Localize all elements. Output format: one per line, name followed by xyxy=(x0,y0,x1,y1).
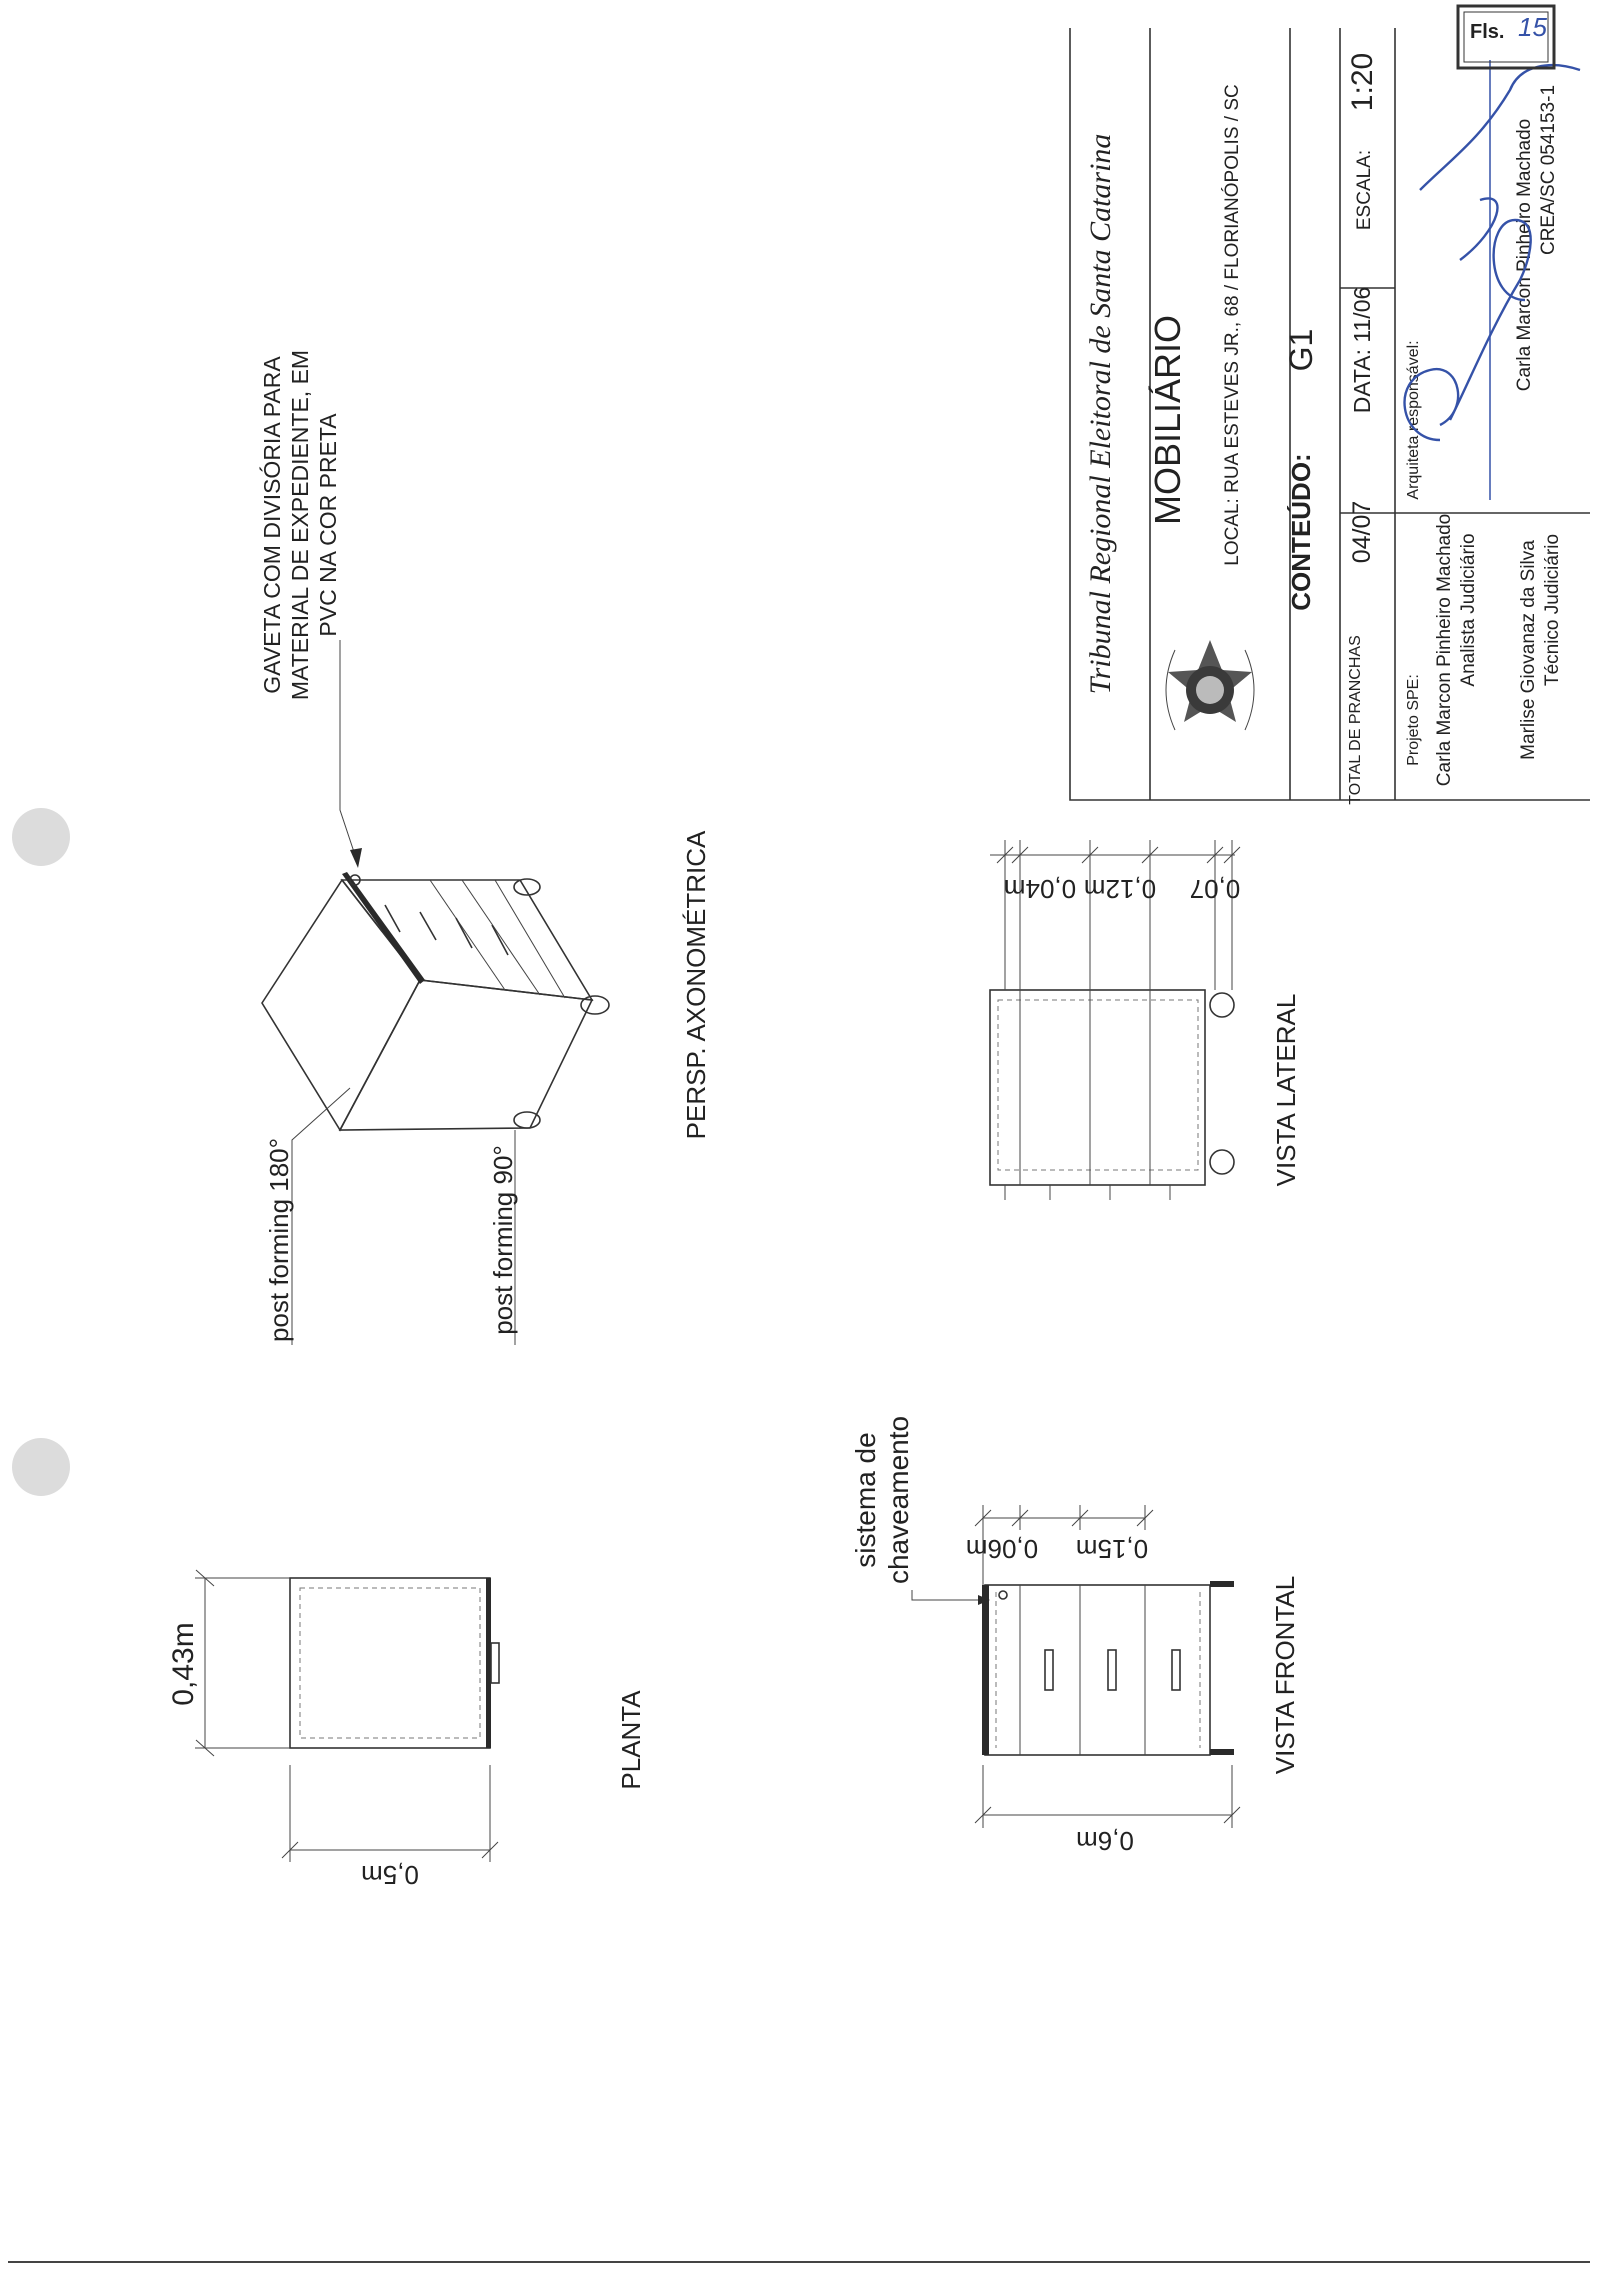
scale-label: ESCALA: xyxy=(1354,149,1375,231)
note-90: post forming 90° xyxy=(488,1145,518,1335)
front-callout-line2: chaveamento xyxy=(883,1415,914,1585)
side-dim-b: 0,12m xyxy=(1083,874,1157,904)
side-view xyxy=(990,840,1301,1200)
punch-hole-top xyxy=(12,808,70,866)
project-line4: Técnico Judiciário xyxy=(1542,533,1563,687)
axonometric-label: PERSP. AXONOMÉTRICA xyxy=(681,830,711,1140)
page-number-stamp xyxy=(1458,6,1554,68)
punch-hole-bottom xyxy=(12,1438,70,1496)
note-drawer-3: PVC NA COR PRETA xyxy=(315,413,341,637)
total-sheets-value: 04/07 xyxy=(1348,500,1376,564)
note-drawer-1: GAVETA COM DIVISÓRIA PARA xyxy=(259,356,285,694)
location-label: LOCAL: RUA ESTEVES JR., 68 / FLORIANÓPOLIS / SC xyxy=(1222,84,1243,566)
side-dim-c: 0,07 xyxy=(1189,874,1241,904)
institution-name: Tribunal Regional Eleitoral de Santa Catarina xyxy=(1084,133,1117,695)
coat-of-arms-emblem xyxy=(1166,640,1254,730)
plan-label: PLANTA xyxy=(616,1690,646,1790)
axonometric-view xyxy=(259,350,711,1345)
front-view xyxy=(850,1416,1300,1856)
project-label: Projeto SPE: xyxy=(1405,674,1422,766)
project-line3: Marlise Giovanaz da Silva xyxy=(1518,540,1539,760)
plan-width-dim: 0,5m xyxy=(361,1860,419,1890)
title-block xyxy=(1070,28,1590,805)
front-callout-line1: sistema de xyxy=(850,1432,881,1568)
side-label: VISTA LATERAL xyxy=(1271,993,1301,1187)
stamp-text: Fls. xyxy=(1470,21,1505,43)
total-sheets-label: TOTAL DE PRANCHAS xyxy=(1347,635,1364,805)
front-width-dim: 0,6m xyxy=(1076,1826,1134,1856)
note-180: post forming 180° xyxy=(264,1137,294,1343)
date-label: DATA: 11/06 xyxy=(1349,286,1375,414)
architect-label: Arquiteta responsável: xyxy=(1405,340,1422,500)
front-dim-a: 0,06m xyxy=(965,1534,1039,1564)
project-line1: Carla Marcon Pinheiro Machado xyxy=(1434,513,1455,787)
stamp-number: 15 xyxy=(1518,12,1547,42)
front-dim-b: 0,15m xyxy=(1075,1534,1149,1564)
architect-name: Carla Marcon Pinheiro Machado xyxy=(1514,118,1535,392)
project-line2: Analista Judiciário xyxy=(1458,533,1479,687)
plan-view xyxy=(167,1570,646,1890)
scale-value: 1:20 xyxy=(1346,52,1379,112)
side-dim-a: 0,04m xyxy=(1003,874,1077,904)
architect-reg: CREA/SC 054153-1 xyxy=(1538,84,1559,256)
content-value: G1 xyxy=(1283,328,1319,372)
note-drawer-2: MATERIAL DE EXPEDIENTE, EM xyxy=(287,349,313,701)
title-label: MOBILIÁRIO xyxy=(1147,314,1188,526)
content-label: CONTEÚDO: xyxy=(1286,453,1316,611)
plan-depth-dim: 0,43m xyxy=(167,1622,200,1706)
front-label: VISTA FRONTAL xyxy=(1270,1575,1300,1775)
